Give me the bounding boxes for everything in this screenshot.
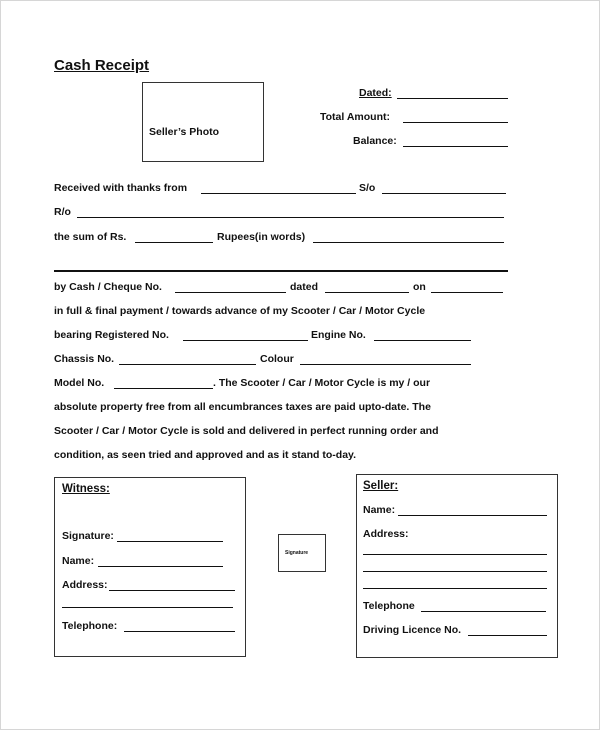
total-amount-label: Total Amount: xyxy=(320,111,390,123)
seller-heading: Seller: xyxy=(363,480,399,492)
balance-field[interactable] xyxy=(403,146,508,147)
seller-address-field-2[interactable] xyxy=(363,571,547,572)
seller-photo-label: Seller’s Photo xyxy=(149,126,220,138)
divider[interactable] xyxy=(54,270,508,272)
cheque-field[interactable] xyxy=(175,292,286,293)
witness-name-field[interactable] xyxy=(98,566,223,567)
cheque-dated-label: dated xyxy=(290,281,319,293)
witness-heading: Witness: xyxy=(62,483,110,495)
declaration-line-3: condition, as seen tried and approved and as it stand to-day. xyxy=(54,449,357,461)
seller-address-field-3[interactable] xyxy=(363,588,547,589)
signature-box-label: Signature xyxy=(285,550,309,556)
model-label: Model No. xyxy=(54,377,105,389)
full-payment-text: in full & final payment / towards advance of my Scooter / Car / Motor Cycle xyxy=(54,305,426,317)
witness-address-label: Address: xyxy=(62,579,108,591)
sum-label: the sum of Rs. xyxy=(54,231,127,243)
model-field[interactable] xyxy=(114,388,213,389)
colour-label: Colour xyxy=(260,353,294,365)
cheque-label: by Cash / Cheque No. xyxy=(54,281,162,293)
witness-signature-label: Signature: xyxy=(62,530,114,542)
seller-licence-label: Driving Licence No. xyxy=(363,624,462,636)
seller-address-label: Address: xyxy=(363,528,409,540)
seller-name-label: Name: xyxy=(363,504,396,516)
signature-box[interactable] xyxy=(278,534,326,572)
seller-name-field[interactable] xyxy=(398,515,547,516)
engine-label: Engine No. xyxy=(311,329,366,341)
resident-of-field[interactable] xyxy=(77,217,504,218)
chassis-label: Chassis No. xyxy=(54,353,115,365)
declaration-line-2: Scooter / Car / Motor Cycle is sold and delivered in perfect running order and xyxy=(54,425,439,437)
received-from-label: Received with thanks from xyxy=(54,182,188,194)
seller-licence-field[interactable] xyxy=(468,635,547,636)
son-of-field[interactable] xyxy=(382,193,506,194)
on-field[interactable] xyxy=(431,292,503,293)
on-label: on xyxy=(413,281,426,293)
witness-name-label: Name: xyxy=(62,555,95,567)
seller-photo-box xyxy=(142,82,264,162)
registered-field[interactable] xyxy=(183,340,308,341)
chassis-field[interactable] xyxy=(119,364,256,365)
sum-field[interactable] xyxy=(135,242,213,243)
resident-of-label: R/o xyxy=(54,206,71,218)
balance-label: Balance: xyxy=(353,135,397,147)
engine-field[interactable] xyxy=(374,340,471,341)
declaration-line-1: absolute property free from all encumbrances taxes are paid upto-date. The xyxy=(54,401,431,413)
seller-telephone-label: Telephone xyxy=(363,600,415,612)
son-of-label: S/o xyxy=(359,182,376,194)
dated-label: Dated: xyxy=(359,87,392,99)
cheque-dated-field[interactable] xyxy=(325,292,409,293)
page-title: Cash Receipt xyxy=(54,57,150,74)
witness-address-field[interactable] xyxy=(109,590,235,591)
witness-signature-field[interactable] xyxy=(117,541,223,542)
witness-address-field-2[interactable] xyxy=(62,607,233,608)
total-amount-field[interactable] xyxy=(403,122,508,123)
witness-telephone-field[interactable] xyxy=(124,631,235,632)
rupees-words-label: Rupees(in words) xyxy=(217,231,306,243)
registered-label: bearing Registered No. xyxy=(54,329,169,341)
witness-telephone-label: Telephone: xyxy=(62,620,118,632)
dated-field[interactable] xyxy=(397,98,508,99)
seller-telephone-field[interactable] xyxy=(421,611,546,612)
model-text: . The Scooter / Car / Motor Cycle is my / our xyxy=(213,377,431,389)
received-from-field[interactable] xyxy=(201,193,356,194)
seller-address-field-1[interactable] xyxy=(363,554,547,555)
rupees-words-field[interactable] xyxy=(313,242,504,243)
colour-field[interactable] xyxy=(300,364,471,365)
